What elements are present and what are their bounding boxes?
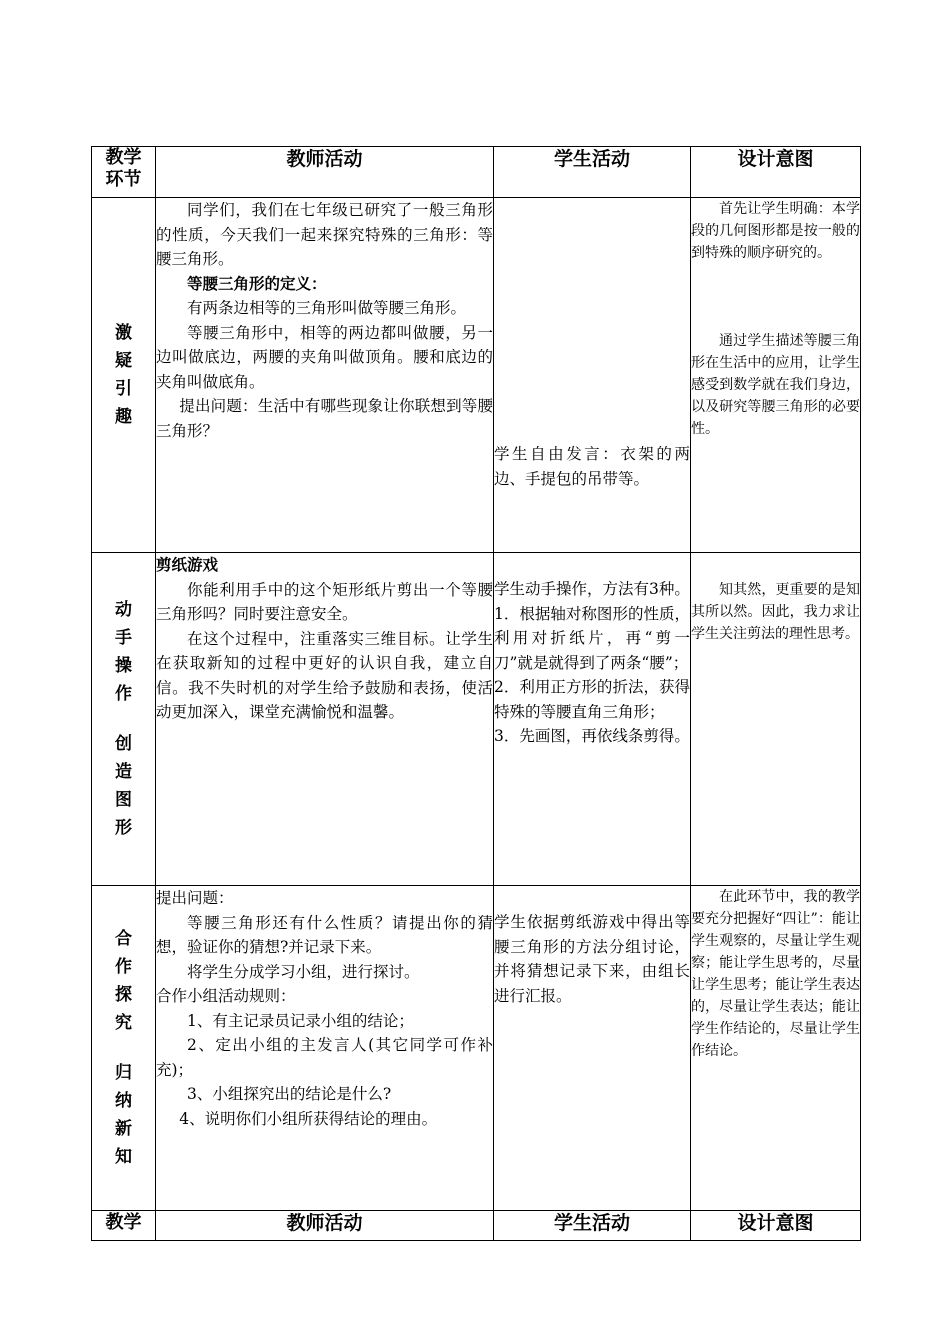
student-text: 学生自由发言：衣架的两边、手提包的吊带等。 <box>494 445 690 488</box>
stage-char: 新 <box>115 1119 132 1139</box>
rule-item: 1、有主记录员记录小组的结论； <box>187 1011 414 1030</box>
stage-char: 手 <box>115 628 132 648</box>
stage-cell <box>92 886 156 1211</box>
stage-char: 纳 <box>115 1091 132 1111</box>
stage-char: 造 <box>115 762 132 782</box>
student-text: 1．根据轴对称图形的性质，利用对折纸片，再“剪一刀”就是就得到了两条“腰”； <box>494 604 690 672</box>
teacher-text: 提出问题： <box>156 889 234 907</box>
teacher-text: 提出问题：生活中有哪些现象让你联想到等腰三角形？ <box>156 397 493 440</box>
rule-item: 3、小组探究出的结论是什么? <box>187 1085 392 1103</box>
design-text: 在此环节中，我的教学要充分把握好“四让”：能让学生观察的，尽量让学生观察；能让学生思考的，尽量让学生思考；能让学生表达的，尽量让学生表达；能让学生作结论的，尽量让学生作结论。 <box>691 889 860 1059</box>
rule-item: 4、说明你们小组所获得结论的理由。 <box>179 1109 438 1128</box>
stage-cell <box>92 198 156 553</box>
teacher-heading: 剪纸游戏 <box>156 556 219 574</box>
design-intent-cell <box>691 553 861 886</box>
teacher-activity-cell <box>156 553 494 886</box>
stage-cell <box>92 553 156 886</box>
design-intent-cell <box>691 886 861 1211</box>
teacher-activity-cell <box>156 198 494 553</box>
teacher-activity-cell <box>156 886 494 1211</box>
teacher-text: 合作小组活动规则： <box>156 987 296 1005</box>
student-text: 学生依据剪纸游戏中得出等腰三角形的方法分组讨论，并将猜想记录下来，由组长进行汇报。 <box>494 913 690 1005</box>
stage-char: 究 <box>115 1013 132 1033</box>
stage-char: 探 <box>115 985 132 1005</box>
student-text: 3．先画图，再依线条剪得。 <box>494 727 690 745</box>
header-teacher: 教师活动 <box>156 147 494 198</box>
lesson-plan-table <box>91 146 861 1241</box>
teacher-heading: 等腰三角形的定义： <box>187 274 327 293</box>
stage-char: 知 <box>115 1147 132 1167</box>
stage-char: 操 <box>115 656 132 676</box>
stage-char: 趣 <box>115 407 132 427</box>
stage-char: 作 <box>115 957 132 977</box>
stage-char: 动 <box>115 600 132 620</box>
header-stage <box>92 147 156 198</box>
stage-char: 归 <box>115 1063 132 1083</box>
stage-char: 激 <box>115 323 132 343</box>
header-design: 设计意图 <box>691 147 861 198</box>
stage-char: 合 <box>115 929 132 949</box>
teacher-text: 将学生分成学习小组，进行探讨。 <box>187 962 420 981</box>
footer-teacher: 教师活动 <box>156 1211 494 1241</box>
teacher-text: 你能利用手中的这个矩形纸片剪出一个等腰三角形吗？同时要注意安全。 <box>156 580 493 623</box>
footer-student: 学生活动 <box>494 1211 691 1241</box>
teacher-text: 等腰三角形中，相等的两边都叫做腰，另一边叫做底边，两腰的夹角叫做顶角。腰和底边的夹角叫做底角。 <box>156 323 493 391</box>
footer-header-row <box>92 1211 861 1241</box>
stage-char: 创 <box>115 734 132 754</box>
student-activity-cell <box>494 553 691 886</box>
header-stage-line-1: 教学 <box>105 147 142 168</box>
footer-design: 设计意图 <box>691 1211 861 1241</box>
header-stage-line-2: 环节 <box>105 169 142 190</box>
header-row <box>92 147 861 198</box>
teacher-text: 在这个过程中，注重落实三维目标。让学生在获取新知的过程中更好的认识自我，建立自信。我不失时机的对学生给予鼓励和表扬，使活动更加深入，课堂充满愉悦和温馨。 <box>156 629 493 721</box>
stage-char: 疑 <box>115 351 132 371</box>
stage-char: 作 <box>115 684 132 704</box>
design-text: 知其然，更重要的是知其所以然。因此，我力求让学生关注剪法的理性思考。 <box>691 582 860 642</box>
footer-stage: 教学 <box>92 1211 156 1241</box>
rule-item: 2、定出小组的主发言人(其它同学可作补充)； <box>156 1036 493 1079</box>
design-text: 通过学生描述等腰三角形在生活中的应用，让学生感受到数学就在我们身边，以及研究等腰三角形的必要性。 <box>691 333 860 437</box>
teacher-text: 有两条边相等的三角形叫做等腰三角形。 <box>187 299 467 317</box>
teacher-text: 同学们，我们在七年级已研究了一般三角形的性质，今天我们一起来探究特殊的三角形：等腰三角形。 <box>156 201 493 268</box>
table-row <box>92 886 861 1211</box>
table-row <box>92 198 861 553</box>
student-activity-cell <box>494 198 691 553</box>
design-intent-cell <box>691 198 861 553</box>
teacher-text: 等腰三角形还有什么性质？请提出你的猜想，验证你的猜想?并记录下来。 <box>156 913 493 956</box>
stage-char: 形 <box>115 818 132 838</box>
stage-char: 图 <box>115 790 132 810</box>
design-text: 首先让学生明确：本学段的几何图形都是按一般的到特殊的顺序研究的。 <box>691 201 860 261</box>
student-text: 学生动手操作，方法有3种。 <box>494 580 690 598</box>
table-row <box>92 553 861 886</box>
stage-char: 引 <box>115 379 132 399</box>
student-activity-cell <box>494 886 691 1211</box>
header-student: 学生活动 <box>494 147 691 198</box>
student-text: 2．利用正方形的折法，获得特殊的等腰直角三角形； <box>494 678 690 721</box>
